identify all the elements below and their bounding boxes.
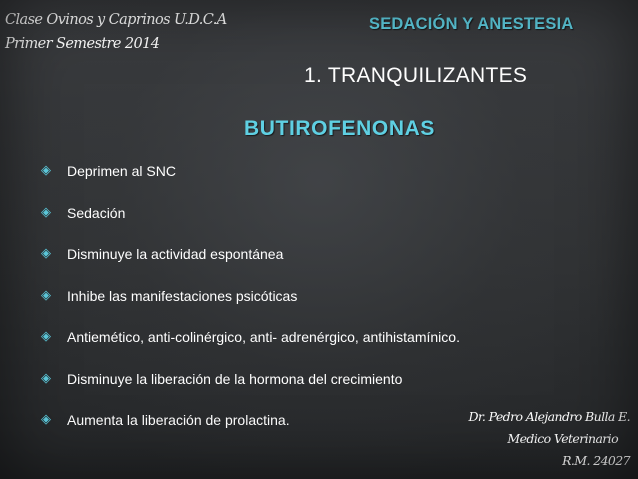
bullet-text: Antiemético, anti-colinérgico, anti- adrenérgico, antihistamínico. — [67, 329, 460, 345]
bullet-item — [41, 328, 460, 370]
bullet-item — [41, 162, 460, 204]
bullet-text: Disminuye la actividad espontánea — [67, 246, 284, 262]
bullet-item — [41, 245, 460, 287]
bullet-text: Disminuye la liberación de la hormona del crecimiento — [67, 370, 403, 387]
bullet-item — [41, 204, 460, 246]
diamond-target-icon: ◈ — [41, 163, 51, 178]
diamond-target-icon: ◈ — [41, 204, 51, 220]
diamond-target-icon: ◈ — [41, 287, 51, 303]
bullet-list — [41, 162, 460, 453]
bullet-item — [41, 411, 460, 453]
section-heading: 1. TRANQUILIZANTES — [304, 64, 528, 87]
course-name: Clase Ovinos y Caprinos U.D.C.A — [5, 12, 227, 28]
bullet-text: Sedación — [67, 204, 126, 221]
author-registration: R.M. 24027 — [562, 453, 630, 468]
diamond-target-icon: ◈ — [41, 370, 51, 386]
diamond-target-icon: ◈ — [41, 246, 51, 261]
author-title: Medico Veterinario — [507, 431, 618, 446]
bullet-item — [41, 287, 460, 329]
course-semester: Primer Semestre 2014 — [5, 36, 160, 52]
course-title — [5, 8, 227, 56]
bullet-text: Inhibe las manifestaciones psicóticas — [67, 287, 298, 304]
subsection-heading: BUTIROFENONAS — [244, 117, 435, 140]
diamond-target-icon: ◈ — [41, 412, 51, 427]
bullet-item — [41, 370, 460, 412]
author-block — [468, 406, 630, 472]
author-name: Dr. Pedro Alejandro Bulla E. — [468, 409, 630, 424]
slide-title: SEDACIÓN Y ANESTESIA — [369, 15, 574, 33]
diamond-target-icon: ◈ — [41, 329, 51, 344]
bullet-text: Aumenta la liberación de prolactina. — [67, 412, 290, 428]
bullet-text: Deprimen al SNC — [67, 163, 176, 179]
